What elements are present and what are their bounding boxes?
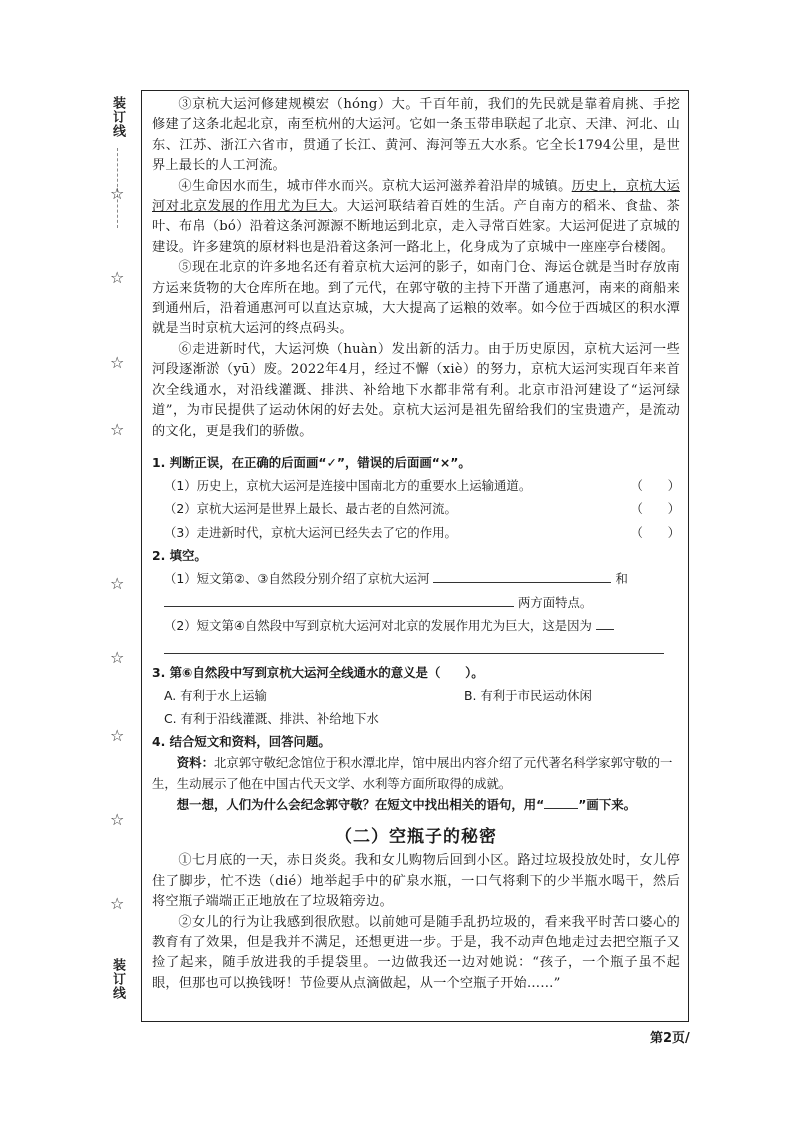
binding-line-label-bottom: 装订线 [110,958,125,1000]
star-icon: ☆ [110,648,125,667]
question-4-prompt-b: ”画下来。 [578,797,636,813]
paragraph-5: ⑤现在北京的许多地名还有着京杭大运河的影子，如南门仓、海运仓就是当时存放南方运来货物的大仓库所在地。到了元代，在郭守敬的主持下开凿了通惠河，南来的商船来到通州后，沿着通惠河可以直达京城，大大提高了运粮的效率。如今位于西城区的积水潭就是当时京杭大运河的终点码头。 [152,260,680,337]
question-2-part-1 [152,567,680,591]
page-number: 第2页/ [650,1031,690,1046]
star-icon: ☆ [110,726,125,745]
question-4-prompt-a: 想一想，人们为什么会纪念郭守敬？在短文中找出相关的语句，用“ [176,797,545,813]
reference-material [152,753,680,794]
underlined-sentence: 历史上，京杭大运河对北京发展的作用尤为巨大 [152,178,680,215]
paragraph-4-text-b: 。大运河联结着百姓的生活。产自南方的稻米、食盐、茶叶、布帛（bó）沿着这条河源源不断地运到北京，走入寻常百姓家。大运河促进了京城的建设。许多建筑的原材料也是沿着这条河一路北上，化身成为了京城中一座座亭台楼阁。 [152,199,680,255]
question-2-part-2 [152,614,680,638]
answer-parentheses[interactable]: （ ） [630,501,680,517]
story-paragraph-2: ②女儿的行为让我感到很欣慰。以前她可是随手乱扔垃圾的，看来我平时苦口婆心的教育有了效果，但是我并不满足，还想更进一步。于是，我不动声色地走过去把空瓶子又捡了起来，随手放进我的手提袋里。一边做我还一边对她说：“孩子，一个瓶子虽不起眼，但那也可以换钱呀！节俭要从点滴做起，从一个空瓶子开始……” [152,914,680,991]
star-icon: ☆ [110,353,125,372]
paragraph-4-text-a: ④生命因水而生，城市伴水而兴。京杭大运河滋养着沿岸的城镇。 [178,178,572,194]
question-2-1-and: 和 [615,571,628,587]
answer-parentheses[interactable]: （ ） [630,477,680,493]
option-a[interactable]: A. 有利于水上运输 [164,688,267,704]
question-1-item [152,521,680,545]
question-2-part-1-cont [152,591,680,615]
paragraph-3: ③京杭大运河修建规模宏（hóng）大。千百年前，我们的先民就是靠着肩挑、手挖修建了这条北起北京，南至杭州的大运河。它如一条玉带串联起了北京、天津、河北、山东、江苏、浙江六省市，贯通了长江、黄河、海河等五大水系。它全长1794公里，是世界上最长的人工河流。 [152,97,680,174]
questions-section [152,451,680,817]
question-1-item [152,497,680,521]
section-title: （二）空瓶子的秘密 [335,827,497,848]
question-2-1-text: （1）短文第②、③自然段分别介绍了京杭大运河 [164,571,430,587]
material-text: 北京郭守敬纪念馆位于积水潭北岸，馆中展出内容介绍了元代著名科学家郭守敬的一生，生动展示了他在中国古代天文学、水利等方面所取得的成就。 [152,755,673,791]
underline-sample [544,796,578,809]
question-1-heading: 1. 判断正误，在正确的后面画“✓”，错误的后面画“×”。 [152,454,471,470]
answer-blank[interactable] [433,568,611,583]
question-1-item-text: （1）历史上，京杭大运河是连接中国南北方的重要水上运输通道。 [164,477,532,493]
binding-gutter [100,88,138,1020]
answer-blank[interactable] [164,592,514,607]
star-icon: ☆ [110,184,125,203]
question-3-options [152,707,680,730]
material-label: 资料： [176,755,214,771]
option-c[interactable]: C. 有利于沿线灌溉、排洪、补给地下水 [164,711,379,727]
star-icon: ☆ [110,268,125,287]
option-b[interactable]: B. 有利于市民运动休闲 [464,688,592,704]
question-1-item-text: （3）走进新时代，京杭大运河已经失去了它的作用。 [164,524,457,540]
question-4-prompt [152,794,680,816]
star-icon: ☆ [110,420,125,439]
page-content [152,95,680,994]
star-icon: ☆ [110,574,125,593]
star-icon: ☆ [110,810,125,829]
question-1-item-text: （2）京杭大运河是世界上最长、最古老的自然河流。 [164,501,457,517]
question-1-item [152,474,680,498]
question-2-heading: 2. 填空。 [152,548,207,564]
paragraph-6: ⑥走进新时代，大运河焕（huàn）发出新的活力。由于历史原因，京杭大运河一些河段逐渐淤（yū）废。2022年4月，经过不懈（xiè）的努力，京杭大运河实现百年来首次全线通水，对沿线灌溉、排洪、补给地下水都非常有利。北京市沿河建设了“运河绿道”，为市民提供了运动休闲的好去处。京杭大运河是祖先留给我们的宝贵遗产，是流动的文化，更是我们的骄傲。 [152,341,680,439]
question-3-heading: 3. 第⑥自然段中写到京杭大运河全线通水的意义是（ ）。 [152,665,484,681]
answer-blank[interactable] [164,639,664,654]
question-2-part-2-cont [152,638,680,662]
star-icon: ☆ [110,894,125,913]
answer-blank[interactable] [596,615,614,630]
question-2-2-text: （2）短文第④自然段中写到京杭大运河对北京的发展作用尤为巨大，这是因为 [164,618,592,634]
story-paragraph-1: ①七月底的一天，赤日炎炎。我和女儿购物后回到小区。路过垃圾投放处时，女儿停住了脚步，忙不迭（dié）地举起手中的矿泉水瓶，一口气将剩下的少半瓶水喝干，然后将空瓶子端端正正地放在了垃圾箱旁边。 [152,853,680,910]
binding-line-label-top: 装订线 [110,96,125,138]
answer-parentheses[interactable]: （ ） [630,524,680,540]
question-4-heading: 4. 结合短文和资料，回答问题。 [152,734,331,750]
question-2-1-end: 两方面特点。 [517,594,593,610]
question-3-options [152,684,680,707]
paragraph-4 [152,177,680,259]
